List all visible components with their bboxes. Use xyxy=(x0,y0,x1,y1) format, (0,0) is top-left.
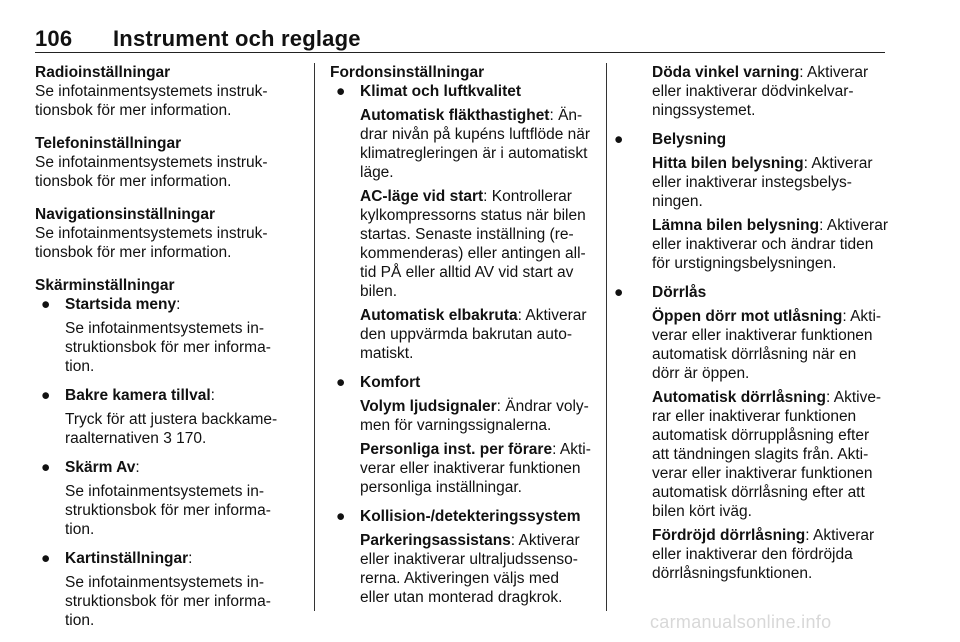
bullet-icon: ● xyxy=(41,550,51,567)
item-text-before: Tryck för att justera backkame- raalternativen xyxy=(65,411,278,447)
item-heading: Startsida meny: xyxy=(65,296,181,313)
item-text: Se infotainmentsystemets in- struktionsbok för mer informa- tion. xyxy=(65,483,271,538)
option-label: Fördröjd dörrlåsning xyxy=(652,527,806,544)
group-title: Dörrlås xyxy=(652,284,707,301)
column-1 xyxy=(35,63,297,640)
item-label: Skärm Av xyxy=(65,459,136,476)
page-header xyxy=(35,26,885,50)
list-item-continued xyxy=(652,63,888,120)
option-text: : Kontrollerar kylkompressorns status när bilen startas. Senaste inställning (re- kommenderas) eller antingen all- tid PÅ eller alltid AV vid start av bilen. xyxy=(360,188,586,300)
list-item xyxy=(35,458,297,539)
item-text-after: 170. xyxy=(171,430,207,447)
group-title: Kollision-/detekteringssystem xyxy=(360,508,581,525)
section-title: Telefoninställningar xyxy=(35,135,182,152)
group-title: Belysning xyxy=(652,131,727,148)
column-3 xyxy=(614,63,889,593)
item-text: Se infotainmentsystemets in- struktionsbok för mer informa- tion. xyxy=(65,574,271,629)
section-text: Se infotainmentsystemets instruk- tionsbok för mer information. xyxy=(35,83,268,119)
paragraph xyxy=(360,440,594,497)
paragraph xyxy=(652,526,888,583)
option-label: Öppen dörr mot utlåsning xyxy=(652,308,843,325)
option-label: Automatisk dörrlåsning xyxy=(652,389,826,406)
paragraph xyxy=(652,307,888,383)
bullet-icon: ● xyxy=(336,374,346,391)
section-title: Fordonsinställningar xyxy=(330,64,485,81)
option-label: Automatisk elbakruta xyxy=(360,307,518,324)
section-title: Navigationsinställningar xyxy=(35,206,216,223)
option-text: : Aktive- rar eller inaktiverar funktionen automatisk dörrupplåsning efter att tändningen slagits från. Akti- verar eller inaktiverar funktionen automatisk dörrlåsning efter att bilen kört iväg. xyxy=(652,389,882,520)
list-item xyxy=(35,549,297,630)
section-title: Radioinställningar xyxy=(35,64,171,81)
paragraph xyxy=(360,306,594,363)
bullet-icon: ● xyxy=(41,387,51,404)
item-label: Bakre kamera tillval xyxy=(65,387,211,404)
paragraph xyxy=(360,187,594,301)
section-radio xyxy=(35,63,297,120)
header-divider xyxy=(35,52,885,53)
option-text: : Aktiverar eller inaktiverar ultraljudssenso- rerna. Aktiveringen väljs med eller utan monterad dragkrok. xyxy=(360,532,580,606)
option-text: : Än- drar nivån på kupéns luftflöde när klimatregleringen är i automatiskt läge. xyxy=(360,107,591,181)
page-number: 106 xyxy=(35,26,73,51)
section-screen xyxy=(35,276,297,630)
bullet-icon: ● xyxy=(336,508,346,525)
paragraph xyxy=(652,154,888,211)
item-text: Se infotainmentsystemets in- struktionsbok för mer informa- tion. xyxy=(65,320,271,375)
option-label: AC-läge vid start xyxy=(360,188,484,205)
option-label: Döda vinkel varning xyxy=(652,64,800,81)
option-label: Automatisk fläkthastighet xyxy=(360,107,550,124)
item-heading: Skärm Av: xyxy=(65,459,140,476)
group-title: Klimat och luftkvalitet xyxy=(360,83,522,100)
option-label: Lämna bilen belysning xyxy=(652,217,820,234)
option-text: : Ändrar voly- men för varningssignalerna. xyxy=(360,398,589,434)
section-navigation xyxy=(35,205,297,262)
section-phone xyxy=(35,134,297,191)
option-text: : Akti- verar eller inaktiverar funktionen automatisk dörrlåsning när en dörr är öppen. xyxy=(652,308,882,382)
paragraph xyxy=(360,106,594,182)
item-text xyxy=(65,410,297,448)
section-text: Se infotainmentsystemets instruk- tionsbok för mer information. xyxy=(35,225,268,261)
option-label: Personliga inst. per förare xyxy=(360,441,553,458)
list-item xyxy=(614,283,888,583)
watermark-text: carmanualsonline.info xyxy=(650,612,832,632)
column-divider-1 xyxy=(314,63,315,611)
option-label: Parkeringsassistans xyxy=(360,532,511,549)
paragraph xyxy=(652,63,888,120)
paragraph xyxy=(652,388,888,521)
bullet-icon: ● xyxy=(336,83,346,100)
column-divider-2 xyxy=(606,63,607,611)
list-item xyxy=(35,295,297,376)
bullet-icon: ● xyxy=(41,296,51,313)
item-heading: Bakre kamera tillval: xyxy=(65,387,215,404)
option-label: Volym ljudsignaler xyxy=(360,398,497,415)
item-label: Startsida meny xyxy=(65,296,177,313)
section-title: Skärminställningar xyxy=(35,277,175,294)
list-item xyxy=(330,373,594,497)
option-text: : Aktiverar eller inaktiverar dödvinkelvar- ningssystemet. xyxy=(652,64,869,119)
option-text: : Akti- verar eller inaktiverar funktionen personliga inställningar. xyxy=(360,441,591,496)
list-item xyxy=(330,507,594,607)
bullet-icon: ● xyxy=(614,131,624,148)
option-text: : Aktiverar den uppvärmda bakrutan auto- matiskt. xyxy=(360,307,587,362)
option-label: Hitta bilen belysning xyxy=(652,155,804,172)
option-text: : Aktiverar eller inaktiverar instegsbelys- ningen. xyxy=(652,155,873,210)
list-item xyxy=(614,130,889,273)
group-title: Komfort xyxy=(360,374,421,391)
option-text: : Aktiverar eller inaktiverar och ändrar tiden för urstigningsbelysningen. xyxy=(652,217,889,272)
column-2 xyxy=(330,63,594,617)
option-text: : Aktiverar eller inaktiverar den fördröjda dörrlåsningsfunktionen. xyxy=(652,527,875,582)
page-reference-arrow-icon: 3 xyxy=(163,430,172,447)
bullet-icon: ● xyxy=(41,459,51,476)
paragraph xyxy=(360,397,594,435)
paragraph xyxy=(360,531,594,607)
list-item xyxy=(35,386,297,448)
bullet-icon: ● xyxy=(614,284,624,301)
page-title: Instrument och reglage xyxy=(113,26,361,51)
item-heading: Kartinställningar: xyxy=(65,550,193,567)
section-text: Se infotainmentsystemets instruk- tionsbok för mer information. xyxy=(35,154,268,190)
paragraph xyxy=(652,216,888,273)
list-item xyxy=(330,82,594,363)
item-label: Kartinställningar xyxy=(65,550,189,567)
